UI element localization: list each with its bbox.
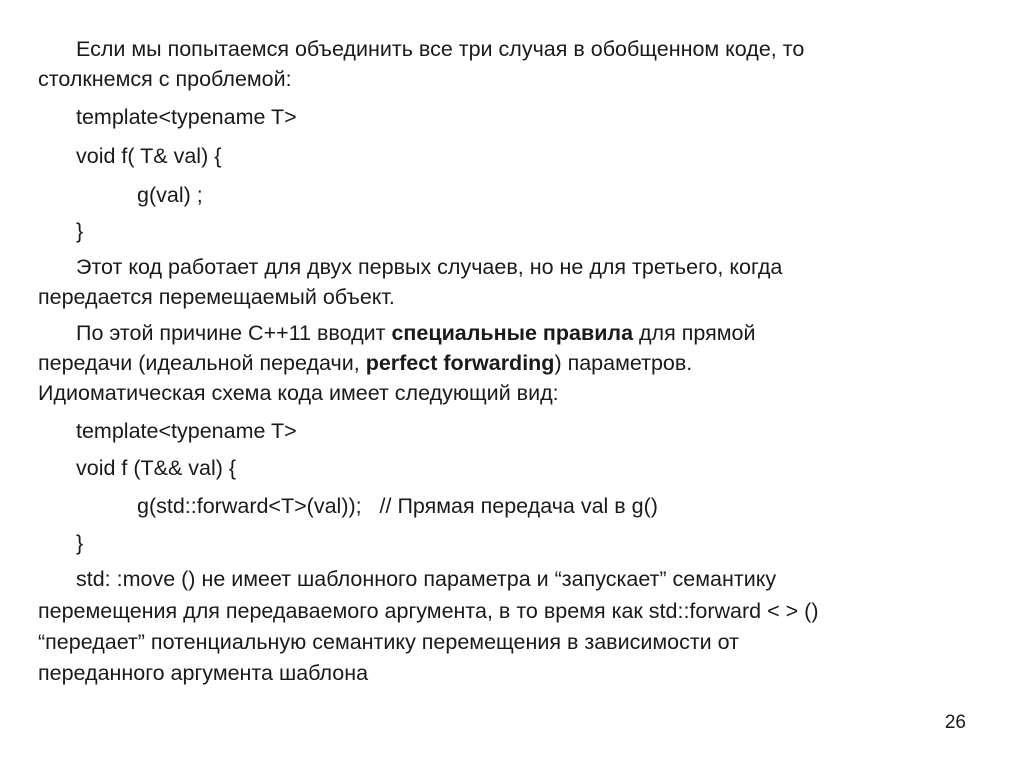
- emphasis-special-rules: специальные правила: [391, 321, 634, 345]
- page-number: 26: [944, 712, 966, 733]
- paragraph-3-line-1-text-a: По этой причине C++11 вводит: [76, 321, 392, 345]
- code-1-line-3: g(val) ;: [137, 183, 203, 207]
- paragraph-3-line-2: [38, 348, 692, 378]
- paragraph-3-line-1: [76, 318, 755, 348]
- paragraph-1-line-1: Если мы попытаемся объединить все три случая в обобщенном коде, то: [76, 37, 805, 61]
- paragraph-1-line-2: столкнемся с проблемой:: [38, 67, 292, 91]
- paragraph-4-line-4: переданного аргумента шаблона: [38, 661, 369, 685]
- code-1-line-4: }: [76, 219, 84, 243]
- code-1-line-1: template<typename T>: [76, 105, 297, 129]
- paragraph-2-line-2: передается перемещаемый объект.: [38, 285, 395, 309]
- code-2-line-1: template<typename T>: [76, 419, 297, 443]
- paragraph-4-line-2: перемещения для передаваемого аргумента, в то время как std::forward < > (): [38, 599, 819, 623]
- emphasis-perfect-forwarding: perfect forwarding: [365, 351, 555, 375]
- paragraph-3-line-2-text-b: ) параметров.: [554, 351, 693, 375]
- paragraph-4-line-3: “передает” потенциальную семантику перемещения в зависимости от: [38, 630, 739, 654]
- paragraph-3-line-2-text-a: передачи (идеальной передачи,: [38, 351, 366, 375]
- code-2-line-4: }: [76, 531, 84, 555]
- code-2-line-2: void f (T&& val) {: [76, 456, 237, 480]
- paragraph-3-line-1-text-b: для прямой: [633, 321, 756, 345]
- paragraph-4-line-1: std: :move () не имеет шаблонного параметра и “запускает” семантику: [76, 567, 777, 591]
- paragraph-2-line-1: Этот код работает для двух первых случаев, но не для третьего, когда: [76, 255, 783, 279]
- code-1-line-2: void f( T& val) {: [76, 144, 222, 168]
- paragraph-3-line-3: Идиоматическая схема кода имеет следующий вид:: [38, 381, 559, 405]
- code-2-line-3: g(std::forward<T>(val)); // Прямая передача val в g(): [137, 494, 658, 518]
